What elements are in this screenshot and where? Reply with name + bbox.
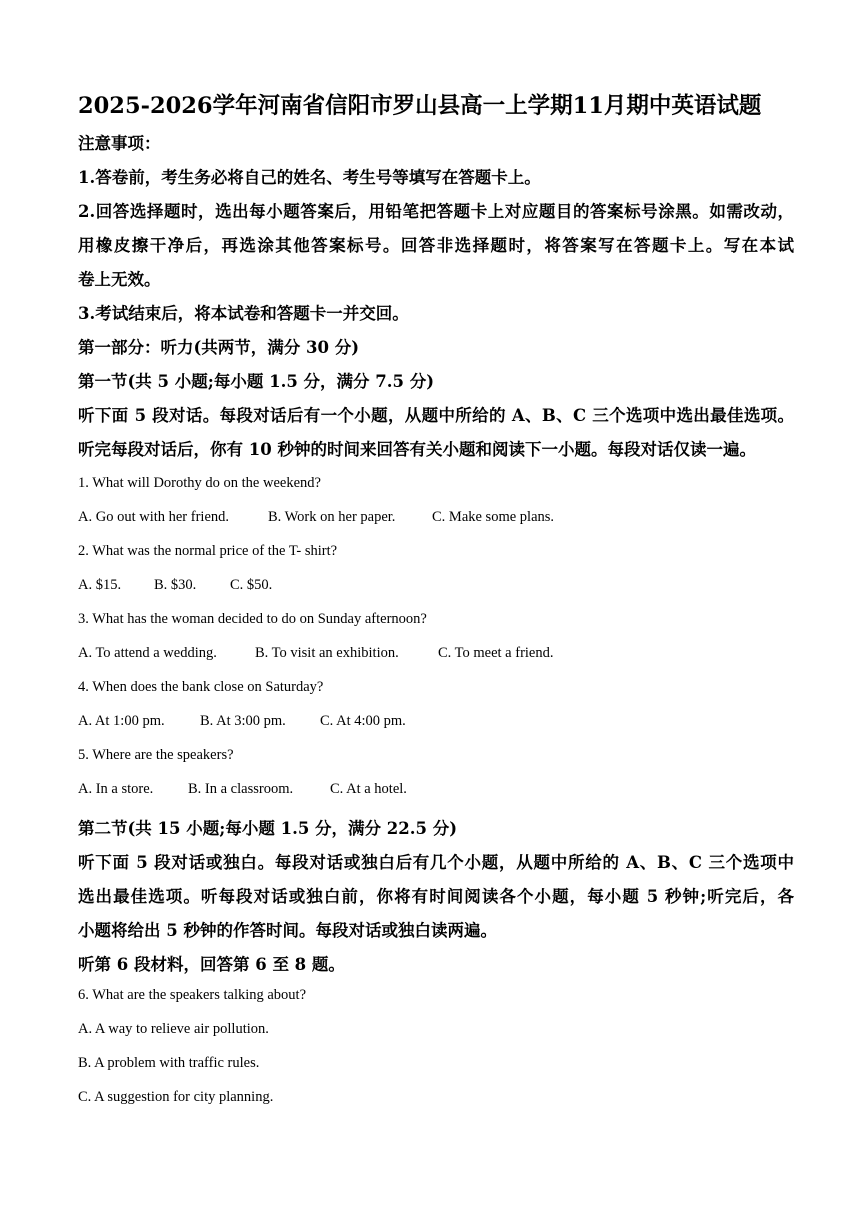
question-1: 1. What will Dorothy do on the weekend? (78, 475, 321, 491)
question-6: 6. What are the speakers talking about? (78, 987, 307, 1003)
question-6-option-c: C. A suggestion for city planning. (78, 1089, 274, 1105)
section1-instruction-line-2: 听完每段对话后，你有 10 秒钟的时间来回答有关小题和阅读下一小题。每段对话仅读一遍。 (78, 440, 756, 459)
option-a: A. In a store. (78, 781, 154, 797)
question-1-options (78, 507, 794, 527)
notice-item-2-line-1: 2.回答选择题时，选出每小题答案后，用铅笔把答题卡上对应题目的答案标号涂黑。如需改动， (78, 202, 794, 221)
question-6-option-b: B. A problem with traffic rules. (78, 1055, 260, 1071)
option-c: C. At a hotel. (330, 781, 407, 797)
section2-instruction-line-2: 选出最佳选项。听每段对话或独白前，你将有时间阅读各个小题，每小题 5 秒钟;听完后，各 (78, 887, 794, 906)
section2-instruction-line-1: 听下面 5 段对话或独白。每段对话或独白后有几个小题，从题中所给的 A、B、C 三个选项中 (78, 853, 794, 872)
question-5: 5. Where are the speakers? (78, 747, 234, 763)
option-c: C. $50. (230, 577, 273, 593)
option-b: B. In a classroom. (188, 781, 294, 797)
option-b: B. To visit an exhibition. (255, 645, 399, 661)
section2-heading: 第二节(共 15 小题;每小题 1.5 分，满分 22.5 分) (78, 819, 458, 838)
notice-item-2-line-3: 卷上无效。 (78, 270, 161, 289)
section2-instruction-line-3: 小题将给出 5 秒钟的作答时间。每段对话或独白读两遍。 (78, 921, 497, 940)
notice-heading: 注意事项： (78, 134, 161, 153)
option-c: C. Make some plans. (432, 509, 555, 525)
question-4-options (78, 711, 794, 731)
section1-heading: 第一节(共 5 小题;每小题 1.5 分，满分 7.5 分) (78, 372, 435, 391)
notice-item-2-line-2: 用橡皮擦干净后，再选涂其他答案标号。回答非选择题时，将答案写在答题卡上。写在本试 (78, 236, 794, 255)
option-c: C. At 4:00 pm. (320, 713, 406, 729)
notice-item-1: 1.答卷前，考生务必将自己的姓名、考生号等填写在答题卡上。 (78, 168, 541, 187)
option-b: B. $30. (154, 577, 197, 593)
question-5-options (78, 779, 794, 799)
option-a: A. $15. (78, 577, 122, 593)
option-b: B. At 3:00 pm. (200, 713, 286, 729)
option-a: A. Go out with her friend. (78, 509, 230, 525)
question-2-options (78, 575, 794, 595)
notice-item-3: 3.考试结束后，将本试卷和答题卡一并交回。 (78, 304, 409, 323)
option-c: C. To meet a friend. (438, 645, 554, 661)
part1-heading: 第一部分：听力(共两节，满分 30 分) (78, 338, 360, 357)
question-4: 4. When does the bank close on Saturday? (78, 679, 324, 695)
question-3: 3. What has the woman decided to do on Sunday afternoon? (78, 611, 427, 627)
question-6-option-a: A. A way to relieve air pollution. (78, 1021, 269, 1037)
option-b: B. Work on her paper. (268, 509, 396, 525)
page-title: 2025-2026学年河南省信阳市罗山县高一上学期11月期中英语试题 (78, 93, 762, 119)
option-a: A. At 1:00 pm. (78, 713, 165, 729)
question-2: 2. What was the normal price of the T- shirt? (78, 543, 338, 559)
material-6-heading: 听第 6 段材料，回答第 6 至 8 题。 (78, 955, 345, 974)
question-3-options (78, 643, 794, 663)
option-a: A. To attend a wedding. (78, 645, 217, 661)
section1-instruction-line-1: 听下面 5 段对话。每段对话后有一个小题，从题中所给的 A、B、C 三个选项中选出最佳选项。 (78, 406, 794, 425)
